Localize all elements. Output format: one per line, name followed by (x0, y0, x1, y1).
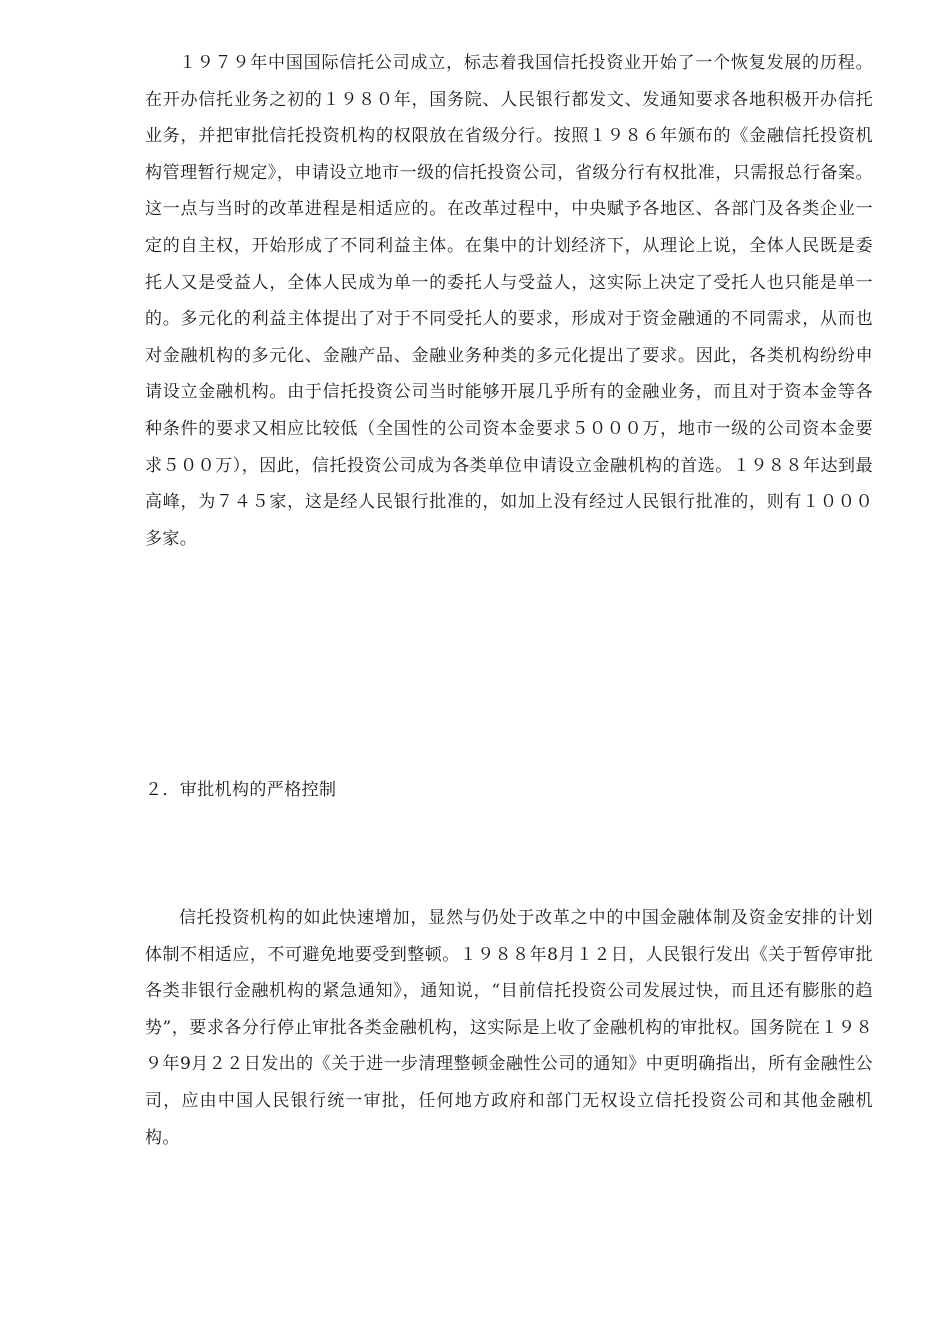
body-paragraph-1: １９７９年中国国际信托公司成立，标志着我国信托投资业开始了一个恢复发展的历程。在开办信托业务之初的１９８０年，国务院、人民银行都发文、发通知要求各地积极开办信托业务，并把审批信托投资机构的权限放在省级分行。按照１９８６年颁布的《金融信托投资机构管理暂行规定》，申请设立地市一级的信托投资公司，省级分行有权批准，只需报总行备案。这一点与当时的改革进程是相适应的。在改革过程中，中央赋予各地区、各部门及各类企业一定的自主权，开始形成了不同利益主体。在集中的计划经济下，从理论上说，全体人民既是委托人又是受益人，全体人民成为单一的委托人与受益人，这实际上决定了受托人也只能是单一的。多元化的利益主体提出了对于不同受托人的要求，形成对于资金融通的不同需求，从而也对金融机构的多元化、金融产品、金融业务种类的多元化提出了要求。因此，各类机构纷纷申请设立金融机构。由于信托投资公司当时能够开展几乎所有的金融业务，而且对于资本金等各种条件的要求又相应比较低（全国性的公司资本金要求５０００万，地市一级的公司资本金要求５００万），因此，信托投资公司成为各类单位申请设立金融机构的首选。１９８８年达到最高峰，为７４５家，这是经人民银行批准的，如加上没有经过人民银行批准的，则有１０００多家。 (145, 53, 873, 549)
section-heading: ２．审批机构的严格控制 (145, 780, 337, 800)
body-paragraph-2: 信托投资机构的如此快速增加，显然与仍处于改革之中的中国金融体制及资金安排的计划体制不相适应，不可避免地要受到整顿。１９８８年8月１２日，人民银行发出《关于暂停审批各类非银行金融机构的紧急通知》，通知说，“目前信托投资公司发展过快，而且还有膨胀的趋势”，要求各分行停止审批各类金融机构，这实际是上收了金融机构的审批权。国务院在１９８９年9月２２日发出的《关于进一步清理整顿金融性公司的通知》中更明确指出，所有金融性公司，应由中国人民银行统一审批，任何地方政府和部门无权设立信托投资公司和其他金融机构。 (145, 908, 873, 1148)
